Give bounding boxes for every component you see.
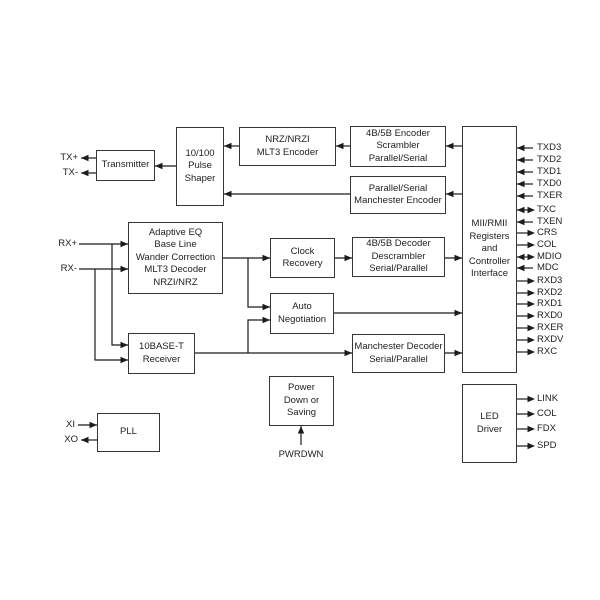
mii-pin-label-txen: TXEN [537, 216, 563, 227]
block-label-line: Parallel/Serial [368, 152, 428, 164]
block-power-down [269, 376, 334, 426]
tx-minus-label: TX- [62, 167, 78, 178]
mii-pin-label-rxdv: RXDV [537, 334, 564, 345]
rx-plus-label: RX+ [58, 238, 77, 249]
mii-pin-label-mdio: MDIO [537, 251, 562, 262]
block-label-line: Wander Correction [135, 251, 216, 263]
block-clock-recovery [270, 238, 335, 278]
xi-label: XI [66, 419, 75, 430]
block-label-line: Serial/Parallel [369, 263, 428, 275]
block-pulse-shaper [176, 127, 224, 206]
block-label-line: Shaper [184, 172, 216, 184]
block-label-line: NRZ/NRZI [265, 134, 310, 145]
mii-pin-label-rxd3: RXD3 [537, 275, 563, 286]
block-manchester-decoder [352, 334, 445, 373]
led-pin-label-spd: SPD [537, 440, 557, 451]
block-4b5b-encoder [350, 126, 446, 167]
block-label-line: Power [288, 382, 315, 394]
mii-pin-label-txd1: TXD1 [537, 166, 562, 177]
block-label-line: Base Line [154, 239, 197, 251]
block-label-line: and [481, 243, 498, 255]
mii-pin-label-txd3: TXD3 [537, 142, 562, 153]
block-label-line: Down or [283, 394, 320, 406]
led-pin-label-fdx: FDX [537, 423, 556, 434]
block-label-line: Interface [471, 268, 508, 280]
mii-pin-label-crs: CRS [537, 227, 558, 238]
block-label-line: Transmitter [101, 159, 150, 171]
block-label-line: MLT3 Encoder [256, 146, 319, 158]
block-mii-rmii-interface [462, 126, 517, 373]
block-label-line: Descrambler [371, 250, 426, 262]
mii-pin-label-txd0: TXD0 [537, 178, 562, 189]
mii-pin-label-col: COL [537, 239, 557, 250]
block-led-driver [462, 384, 517, 463]
block-adaptive-eq [128, 222, 223, 294]
block-label-line: NRZI/NRZ [153, 276, 198, 288]
mii-pin-label-rxd0: RXD0 [537, 310, 563, 321]
block-label-line: MII/RMII [471, 218, 508, 230]
block-label-line: MLT3 Decoder [144, 264, 207, 276]
block-label-line: 10BASE-T [139, 341, 184, 352]
block-pll [97, 413, 160, 452]
block-label-line: Scrambler [376, 140, 420, 152]
block-label-line: Controller [468, 255, 511, 267]
block-label-line: Driver [476, 423, 503, 435]
mii-pin-label-mdc: MDC [537, 262, 559, 273]
tx-plus-label: TX+ [60, 152, 78, 163]
mii-pin-label-txer: TXER [537, 190, 563, 201]
mii-pin-label-rxd2: RXD2 [537, 287, 563, 298]
block-label-line: Auto [292, 301, 312, 312]
block-label-line: Pulse [188, 160, 212, 172]
block-label-line: PLL [120, 426, 137, 438]
block-label-line: Registers [469, 230, 510, 242]
pwrdwn-label: PWRDWN [278, 449, 324, 460]
mii-pin-label-rxer: RXER [537, 322, 564, 333]
block-label-line: Clock [290, 245, 315, 257]
mii-pin-label-rxd1: RXD1 [537, 298, 563, 309]
block-10base-t-receiver [128, 333, 195, 374]
rx-minus-label: RX- [60, 263, 77, 274]
block-label-line: Adaptive EQ [148, 226, 203, 238]
mii-pin-label-txc: TXC [537, 204, 556, 215]
led-pin-label-col: COL [537, 408, 557, 419]
block-label-line: Negotiation [277, 313, 327, 325]
block-transmitter [96, 150, 155, 181]
block-label-line: Parallel/Serial [368, 182, 428, 194]
mii-pin-label-rxc: RXC [537, 346, 558, 357]
block-label-line: Receiver [142, 353, 181, 365]
led-pin-label-link: LINK [537, 393, 559, 404]
block-label-line: Saving [286, 407, 317, 419]
block-manchester-encoder [350, 176, 446, 214]
block-label-line: Recovery [282, 258, 323, 269]
block-label-line: 4B/5B Encoder [366, 127, 430, 139]
block-nrz-nrzi-mlt3-encoder [239, 127, 336, 166]
xo-label: XO [64, 434, 78, 445]
block-label-line: LED [480, 411, 499, 422]
block-label-line: Manchester Encoder [354, 195, 442, 206]
block-label-line: 4B/5B Decoder [366, 238, 431, 250]
block-label-line: Serial/Parallel [369, 353, 428, 365]
block-auto-negotiation [270, 293, 334, 334]
mii-pin-label-txd2: TXD2 [537, 154, 562, 165]
block-4b5b-decoder [352, 237, 445, 277]
block-label-line: Manchester Decoder [354, 341, 443, 352]
block-label-line: 10/100 [185, 147, 215, 159]
